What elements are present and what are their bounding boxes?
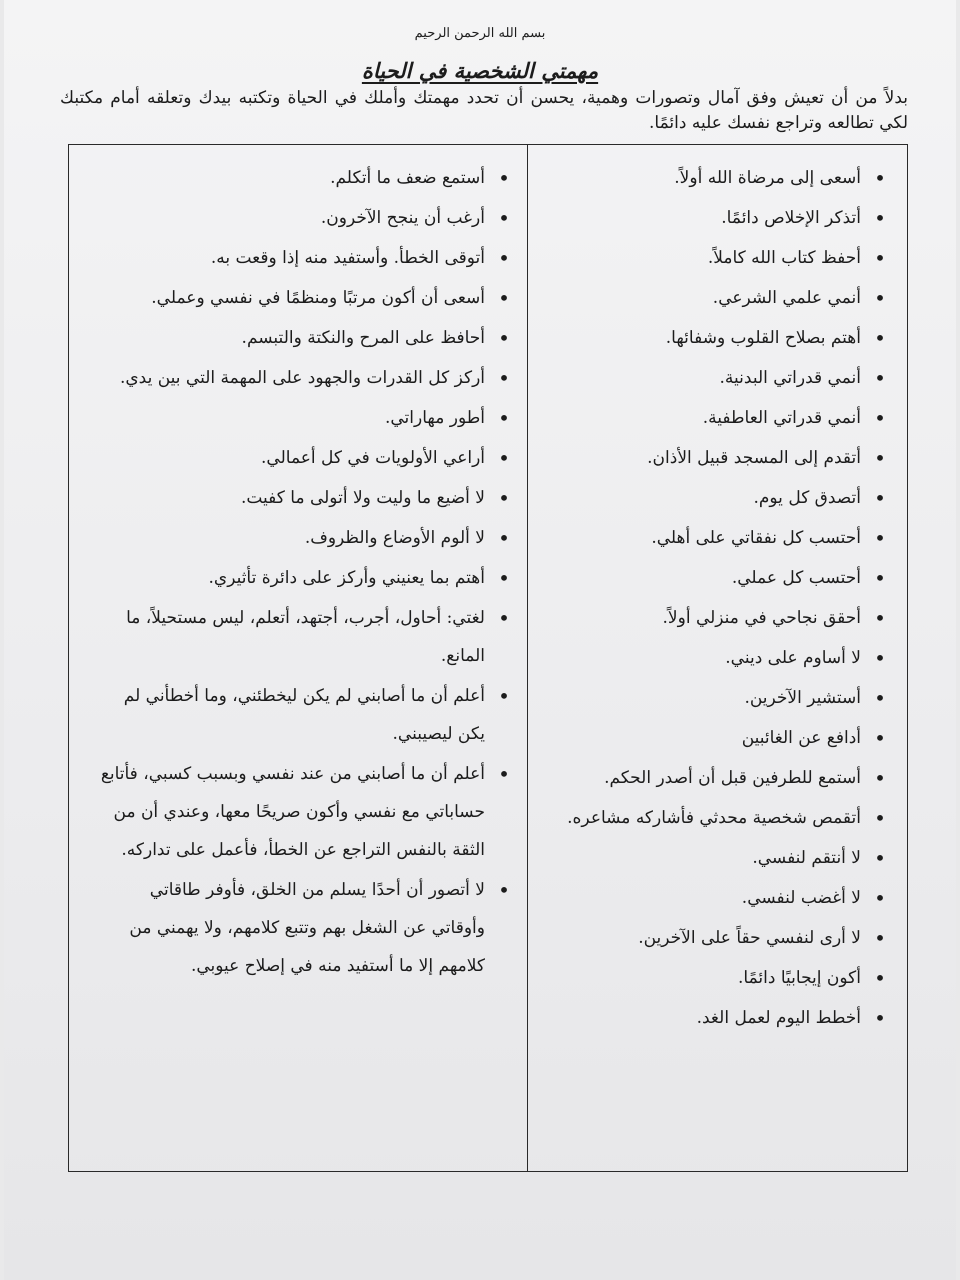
bullet-icon: • xyxy=(498,166,510,190)
list-item-text: أحافظ على المرح والنكتة والتبسم. xyxy=(241,328,485,348)
bullet-icon: • xyxy=(498,366,510,390)
list-item-text: لغتي: أحاول، أجرب، أجتهد، أتعلم، ليس مستحيلاً، ما المانع. xyxy=(126,608,485,666)
left-list-item xyxy=(95,559,519,597)
left-list-item xyxy=(95,239,519,277)
right-list-item xyxy=(539,959,895,997)
left-list-item xyxy=(95,599,519,675)
right-list-item xyxy=(539,719,895,757)
right-list-item xyxy=(539,599,895,637)
right-list-item xyxy=(539,159,895,197)
bullet-icon: • xyxy=(498,406,510,430)
list-item-text: أهتم بصلاح القلوب وشفائها. xyxy=(665,328,861,348)
bullet-icon: • xyxy=(874,646,886,670)
right-list-item xyxy=(539,239,895,277)
list-item-text: أنمي قدراتي البدنية. xyxy=(719,368,861,388)
list-item-text: أتصدق كل يوم. xyxy=(753,488,861,508)
list-item-text: أتذكر الإخلاص دائمًا. xyxy=(721,208,861,228)
bullet-icon: • xyxy=(874,206,886,230)
bullet-icon: • xyxy=(874,286,886,310)
bullet-icon: • xyxy=(874,166,886,190)
list-item-text: أراعي الأولويات في كل أعمالي. xyxy=(261,448,485,468)
bullet-icon: • xyxy=(874,806,886,830)
bullet-icon: • xyxy=(874,766,886,790)
list-item-text: أرغب أن ينجح الآخرون. xyxy=(320,208,485,228)
basmala: بسم الله الرحمن الرحيم xyxy=(414,26,546,41)
list-item-text: أكون إيجابيًا دائمًا. xyxy=(738,968,861,988)
bullet-icon: • xyxy=(874,686,886,710)
left-list-item xyxy=(95,399,519,437)
intro-paragraph: بدلاً من أن تعيش وفق آمال وتصورات وهمية، يحسن أن تحدد مهمتك وأملك في الحياة وتكتبه بيدك وتعلقه أمام مكتبك لكي تطالعه وتراجع نفسك عليه دائمًا. xyxy=(60,88,908,133)
bullet-icon: • xyxy=(498,606,510,630)
bullet-icon: • xyxy=(874,326,886,350)
list-item-text: لا أضيع ما وليت ولا أتولى ما كفيت. xyxy=(240,488,485,508)
list-item-text: أستمع ضعف ما أتكلم. xyxy=(330,168,485,188)
right-list-item xyxy=(539,279,895,317)
right-list-item xyxy=(539,679,895,717)
bullet-icon: • xyxy=(498,446,510,470)
bullet-icon: • xyxy=(498,486,510,510)
left-list-item xyxy=(95,319,519,357)
list-item-text: أدافع عن الغائبين xyxy=(741,728,861,748)
right-list-item xyxy=(539,799,895,837)
right-list-item xyxy=(539,559,895,597)
list-item-text: أستشير الآخرين. xyxy=(744,688,861,708)
bullet-icon: • xyxy=(874,446,886,470)
list-item-text: لا أغضب لنفسي. xyxy=(741,888,861,908)
bullet-icon: • xyxy=(498,246,510,270)
bullet-icon: • xyxy=(874,1006,886,1030)
bullet-icon: • xyxy=(874,886,886,910)
list-item-text: أركز كل القدرات والجهود على المهمة التي بين يدي. xyxy=(119,368,485,388)
list-item-text: أحتسب كل عملي. xyxy=(731,568,861,588)
list-item-text: أتقدم إلى المسجد قبيل الأذان. xyxy=(647,448,861,468)
left-list-item xyxy=(95,159,519,197)
bullet-icon: • xyxy=(874,406,886,430)
left-list-item xyxy=(95,479,519,517)
left-list-item xyxy=(95,871,519,985)
bullet-icon: • xyxy=(498,526,510,550)
left-list-item xyxy=(95,519,519,557)
list-item-text: لا أرى لنفسي حقاً على الآخرين. xyxy=(638,928,861,948)
list-item-text: أخطط اليوم لعمل الغد. xyxy=(696,1008,861,1028)
list-item-text: أنمي قدراتي العاطفية. xyxy=(702,408,861,428)
list-item-text: لا أساوم على ديني. xyxy=(725,648,861,668)
list-item-text: أستمع للطرفين قبل أن أصدر الحكم. xyxy=(604,768,861,788)
list-item-text: أطور مهاراتي. xyxy=(384,408,485,428)
list-item-text: لا أنتقم لنفسي. xyxy=(752,848,861,868)
list-item-text: أحقق نجاحي في منزلي أولاً. xyxy=(662,608,861,628)
list-item-text: أتقمص شخصية محدثي فأشاركه مشاعره. xyxy=(567,808,861,828)
bullet-icon: • xyxy=(874,486,886,510)
bullet-icon: • xyxy=(498,566,510,590)
list-item-text: أسعى أن أكون مرتبًا ومنظمًا في نفسي وعملي. xyxy=(151,288,485,308)
bullet-icon: • xyxy=(874,726,886,750)
right-list-item xyxy=(539,359,895,397)
list-item-text: أحتسب كل نفقاتي على أهلي. xyxy=(651,528,861,548)
left-list-item xyxy=(95,279,519,317)
bullet-icon: • xyxy=(498,286,510,310)
bullet-icon: • xyxy=(874,366,886,390)
left-list-item xyxy=(95,359,519,397)
left-list-item xyxy=(95,199,519,237)
bullet-icon: • xyxy=(874,926,886,950)
bullet-icon: • xyxy=(874,246,886,270)
page-title: مهمتي الشخصية في الحياة xyxy=(361,58,599,83)
left-list xyxy=(95,159,519,985)
bullet-icon: • xyxy=(498,878,510,902)
paper-sheet xyxy=(4,0,956,1280)
right-list-item xyxy=(539,839,895,877)
list-item-text: أحفظ كتاب الله كاملاً. xyxy=(707,248,861,268)
left-column xyxy=(95,159,519,987)
right-list-item xyxy=(539,399,895,437)
list-item-text: أتوقى الخطأ. وأستفيد منه إذا وقعت به. xyxy=(210,248,485,268)
right-list-item xyxy=(539,439,895,477)
list-item-text: لا ألوم الأوضاع والظروف. xyxy=(304,528,485,548)
left-list-item xyxy=(95,755,519,869)
bullet-icon: • xyxy=(498,326,510,350)
list-item-text: أهتم بما يعنيني وأركز على دائرة تأثيري. xyxy=(208,568,485,588)
right-list-item xyxy=(539,759,895,797)
right-list-item xyxy=(539,639,895,677)
bullet-icon: • xyxy=(498,762,510,786)
right-list-item xyxy=(539,999,895,1037)
right-list-item xyxy=(539,919,895,957)
list-item-text: لا أتصور أن أحدًا يسلم من الخلق، فأوفر طاقاتي وأوقاتي عن الشغل بهم وتتبع كلامهم، ولا يهمني من كلامهم إلا ما أستفيد منه في إصلاح عيوبي. xyxy=(129,880,485,976)
list-item-text: أنمي علمي الشرعي. xyxy=(712,288,861,308)
right-list-item xyxy=(539,519,895,557)
list-item-text: أسعى إلى مرضاة الله أولاً. xyxy=(674,168,861,188)
list-item-text: أعلم أن ما أصابني من عند نفسي وبسبب كسبي، فأتابع حساباتي مع نفسي وأكون صريحًا معها، وعندي أن من الثقة بالنفس التراجع عن الخطأ، فأعمل على تداركه. xyxy=(100,764,485,860)
bullet-icon: • xyxy=(874,606,886,630)
right-list xyxy=(539,159,895,1037)
bullet-icon: • xyxy=(874,566,886,590)
bullet-icon: • xyxy=(874,526,886,550)
right-list-item xyxy=(539,319,895,357)
bullet-icon: • xyxy=(874,966,886,990)
left-list-item xyxy=(95,677,519,753)
bullet-icon: • xyxy=(874,846,886,870)
right-list-item xyxy=(539,879,895,917)
right-list-item xyxy=(539,479,895,517)
right-list-item xyxy=(539,199,895,237)
right-column xyxy=(539,159,895,1039)
bullet-icon: • xyxy=(498,684,510,708)
left-list-item xyxy=(95,439,519,477)
two-column-table xyxy=(68,144,908,1172)
column-divider xyxy=(527,145,528,1171)
bullet-icon: • xyxy=(498,206,510,230)
list-item-text: أعلم أن ما أصابني لم يكن ليخطئني، وما أخطأني لم يكن ليصيبني. xyxy=(123,686,485,744)
